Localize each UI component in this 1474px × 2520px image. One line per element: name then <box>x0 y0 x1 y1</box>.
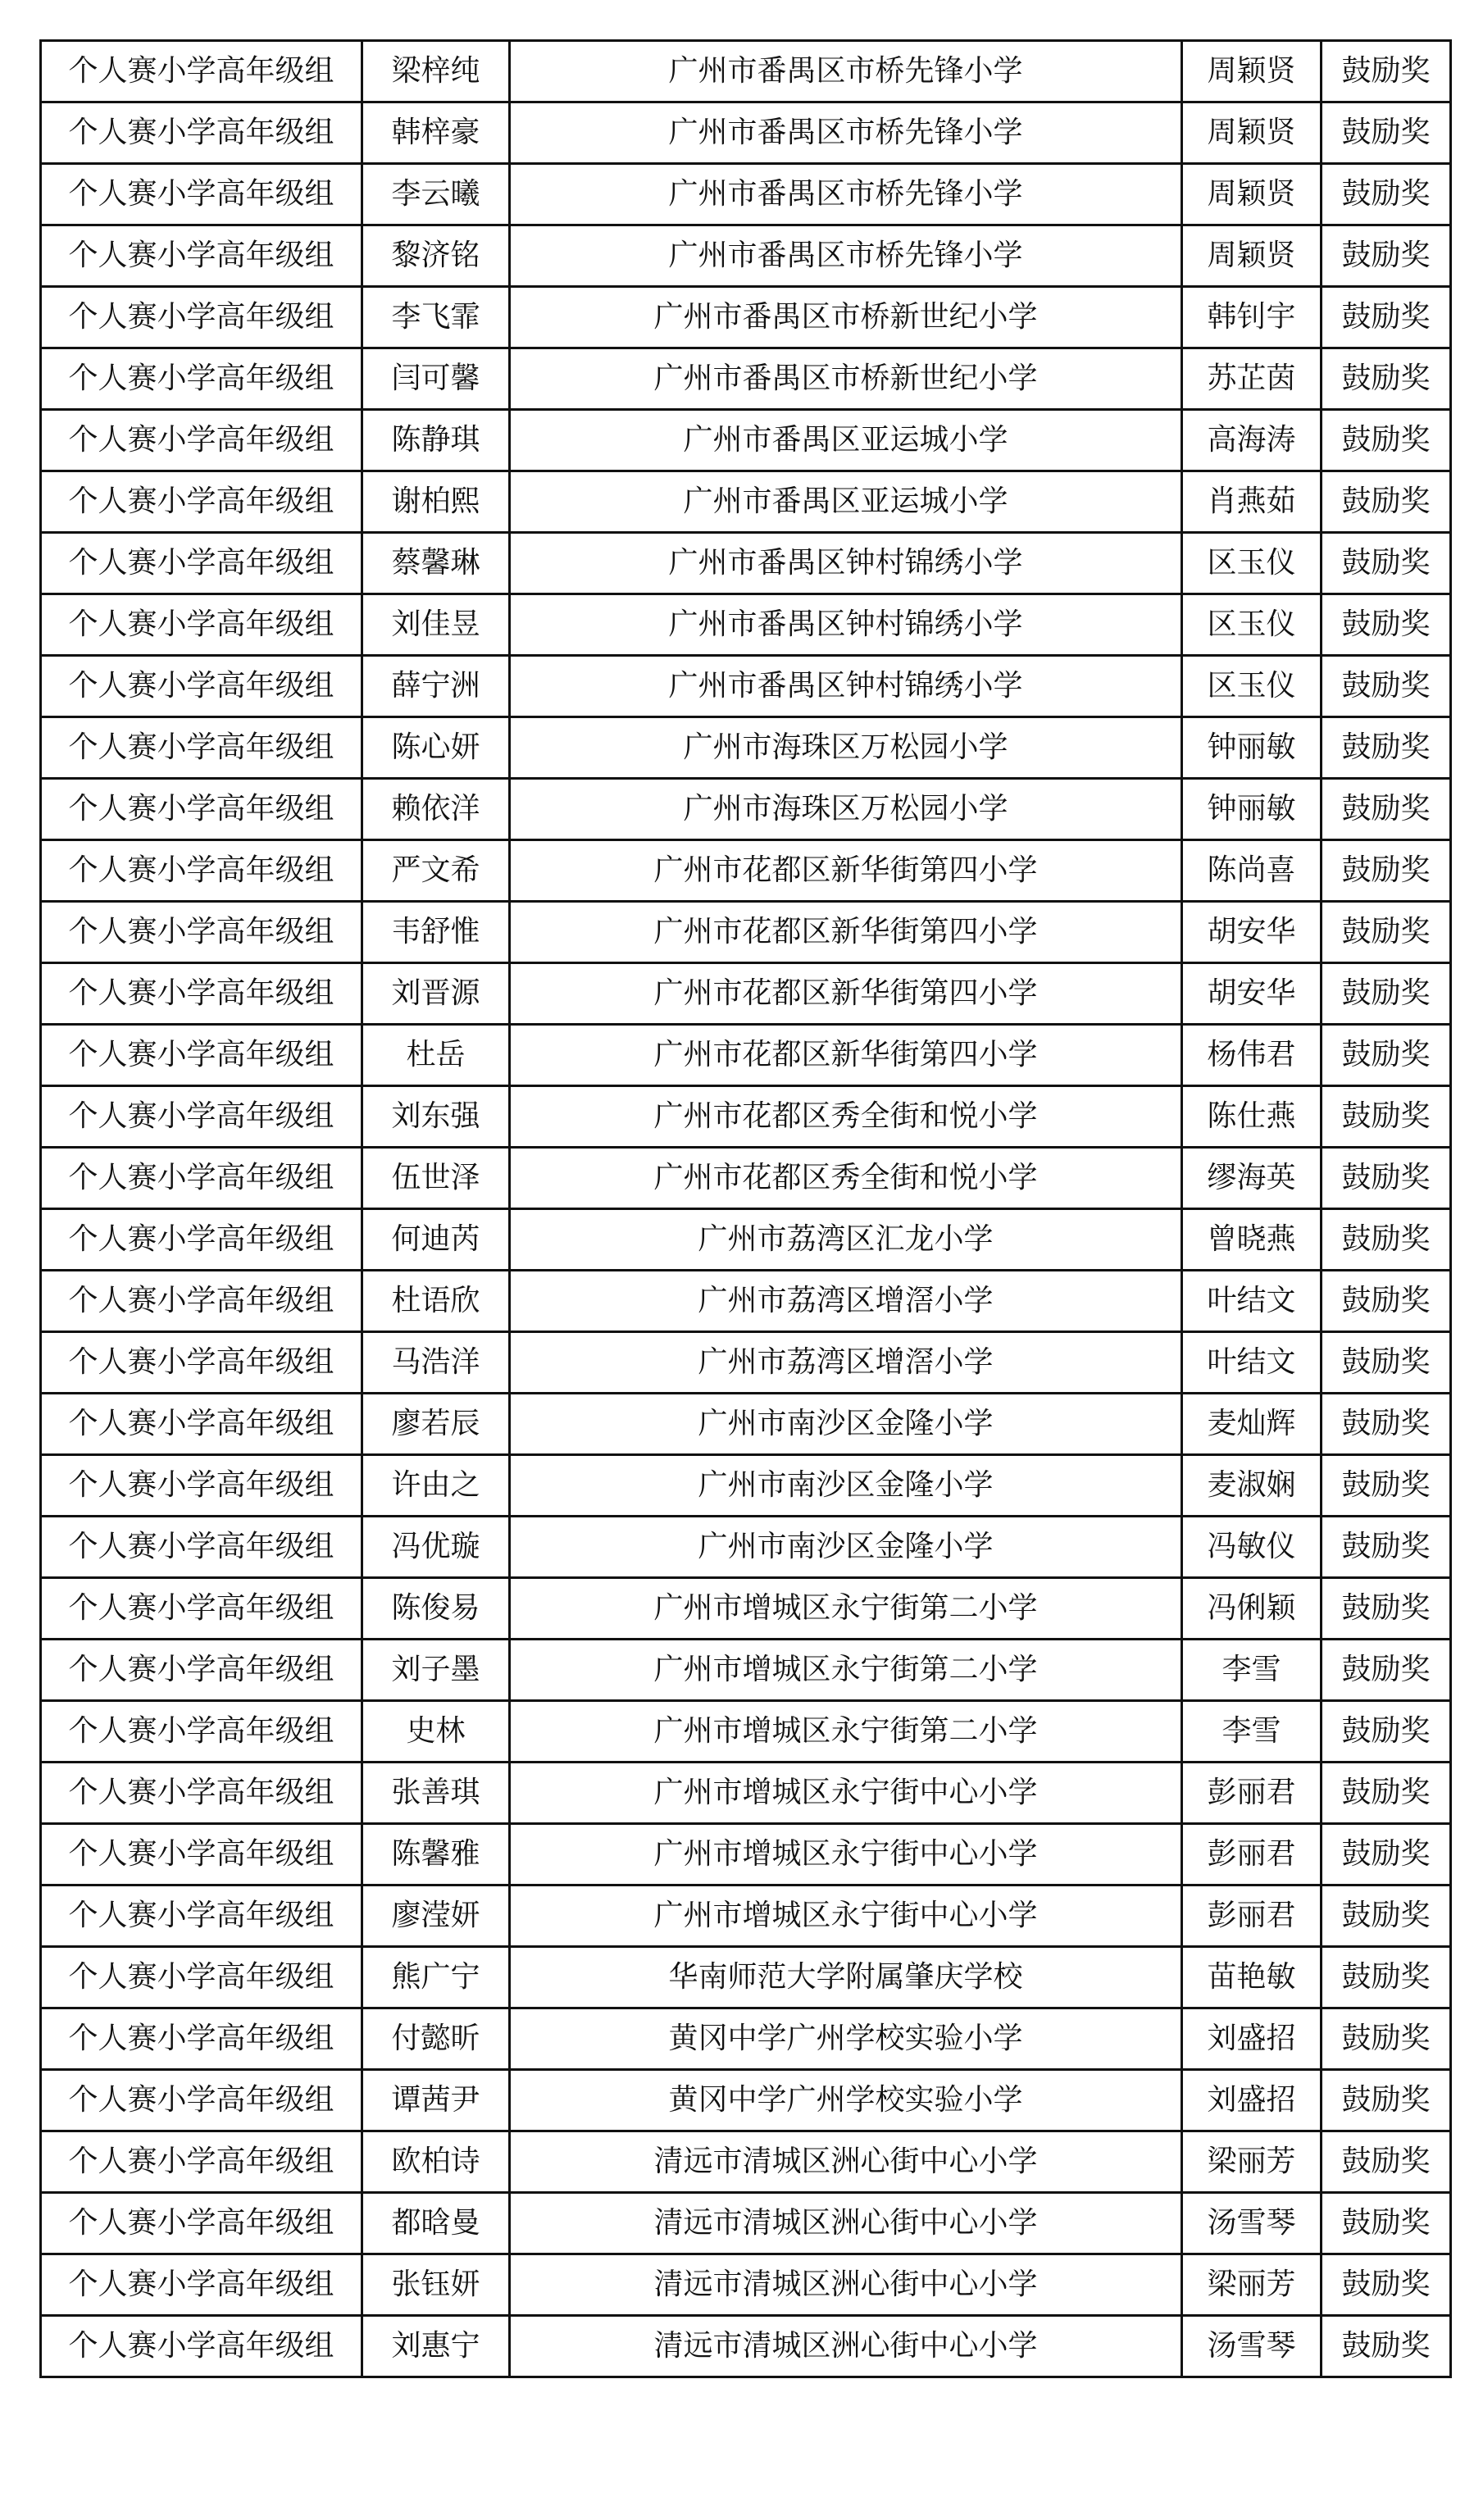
table-row <box>41 41 1451 102</box>
teacher-cell: 肖燕茹 <box>1182 471 1322 533</box>
group-cell: 个人赛小学高年级组 <box>41 1885 362 1947</box>
award-cell: 鼓励奖 <box>1322 2193 1451 2254</box>
teacher-cell: 韩钊宇 <box>1182 287 1322 348</box>
student-name-cell: 欧柏诗 <box>362 2131 510 2193</box>
award-table-body <box>41 41 1451 2377</box>
teacher-cell: 周颖贤 <box>1182 102 1322 164</box>
student-name-cell: 熊广宁 <box>362 1947 510 2008</box>
teacher-cell: 胡安华 <box>1182 963 1322 1025</box>
student-name-cell: 谢柏熙 <box>362 471 510 533</box>
group-cell: 个人赛小学高年级组 <box>41 963 362 1025</box>
teacher-cell: 缪海英 <box>1182 1148 1322 1209</box>
student-name-cell: 蔡馨琳 <box>362 533 510 594</box>
table-row <box>41 2008 1451 2070</box>
award-cell: 鼓励奖 <box>1322 656 1451 717</box>
school-cell: 清远市清城区洲心街中心小学 <box>510 2254 1182 2316</box>
school-cell: 广州市花都区新华街第四小学 <box>510 902 1182 963</box>
award-cell: 鼓励奖 <box>1322 779 1451 840</box>
student-name-cell: 杜语欣 <box>362 1271 510 1332</box>
award-cell: 鼓励奖 <box>1322 287 1451 348</box>
school-cell: 广州市海珠区万松园小学 <box>510 779 1182 840</box>
award-cell: 鼓励奖 <box>1322 2008 1451 2070</box>
group-cell: 个人赛小学高年级组 <box>41 1640 362 1701</box>
group-cell: 个人赛小学高年级组 <box>41 594 362 656</box>
award-cell: 鼓励奖 <box>1322 2254 1451 2316</box>
school-cell: 广州市番禺区亚运城小学 <box>510 410 1182 471</box>
group-cell: 个人赛小学高年级组 <box>41 1763 362 1824</box>
student-name-cell: 薛宁洲 <box>362 656 510 717</box>
school-cell: 广州市花都区秀全街和悦小学 <box>510 1148 1182 1209</box>
award-cell: 鼓励奖 <box>1322 1701 1451 1763</box>
school-cell: 广州市番禺区钟村锦绣小学 <box>510 594 1182 656</box>
teacher-cell: 汤雪琴 <box>1182 2316 1322 2377</box>
school-cell: 华南师范大学附属肇庆学校 <box>510 1947 1182 2008</box>
award-cell: 鼓励奖 <box>1322 1885 1451 1947</box>
award-cell: 鼓励奖 <box>1322 471 1451 533</box>
teacher-cell: 彭丽君 <box>1182 1763 1322 1824</box>
student-name-cell: 李飞霏 <box>362 287 510 348</box>
student-name-cell: 陈馨雅 <box>362 1824 510 1885</box>
group-cell: 个人赛小学高年级组 <box>41 348 362 410</box>
student-name-cell: 伍世泽 <box>362 1148 510 1209</box>
award-cell: 鼓励奖 <box>1322 1332 1451 1394</box>
group-cell: 个人赛小学高年级组 <box>41 1086 362 1148</box>
school-cell: 广州市增城区永宁街中心小学 <box>510 1763 1182 1824</box>
table-row <box>41 656 1451 717</box>
teacher-cell: 彭丽君 <box>1182 1885 1322 1947</box>
student-name-cell: 杜岳 <box>362 1025 510 1086</box>
table-row <box>41 1148 1451 1209</box>
teacher-cell: 钟丽敏 <box>1182 779 1322 840</box>
award-list-sheet <box>39 39 1449 2378</box>
table-row <box>41 1394 1451 1455</box>
teacher-cell: 李雪 <box>1182 1701 1322 1763</box>
teacher-cell: 苗艳敏 <box>1182 1947 1322 2008</box>
teacher-cell: 周颖贤 <box>1182 164 1322 225</box>
teacher-cell: 陈尚喜 <box>1182 840 1322 902</box>
school-cell: 广州市番禺区市桥先锋小学 <box>510 102 1182 164</box>
school-cell: 广州市番禺区市桥先锋小学 <box>510 41 1182 102</box>
student-name-cell: 冯优璇 <box>362 1517 510 1578</box>
group-cell: 个人赛小学高年级组 <box>41 1209 362 1271</box>
group-cell: 个人赛小学高年级组 <box>41 2070 362 2131</box>
student-name-cell: 黎济铭 <box>362 225 510 287</box>
table-row <box>41 225 1451 287</box>
teacher-cell: 区玉仪 <box>1182 533 1322 594</box>
teacher-cell: 李雪 <box>1182 1640 1322 1701</box>
table-row <box>41 2193 1451 2254</box>
group-cell: 个人赛小学高年级组 <box>41 1332 362 1394</box>
table-row <box>41 717 1451 779</box>
award-cell: 鼓励奖 <box>1322 225 1451 287</box>
teacher-cell: 叶结文 <box>1182 1332 1322 1394</box>
school-cell: 广州市番禺区市桥新世纪小学 <box>510 348 1182 410</box>
group-cell: 个人赛小学高年级组 <box>41 1578 362 1640</box>
group-cell: 个人赛小学高年级组 <box>41 533 362 594</box>
teacher-cell: 刘盛招 <box>1182 2070 1322 2131</box>
award-cell: 鼓励奖 <box>1322 1517 1451 1578</box>
award-cell: 鼓励奖 <box>1322 1394 1451 1455</box>
school-cell: 广州市海珠区万松园小学 <box>510 717 1182 779</box>
group-cell: 个人赛小学高年级组 <box>41 1824 362 1885</box>
school-cell: 广州市南沙区金隆小学 <box>510 1455 1182 1517</box>
student-name-cell: 马浩洋 <box>362 1332 510 1394</box>
table-row <box>41 840 1451 902</box>
group-cell: 个人赛小学高年级组 <box>41 902 362 963</box>
group-cell: 个人赛小学高年级组 <box>41 1025 362 1086</box>
award-cell: 鼓励奖 <box>1322 1148 1451 1209</box>
table-row <box>41 471 1451 533</box>
student-name-cell: 付懿昕 <box>362 2008 510 2070</box>
table-row <box>41 1885 1451 1947</box>
school-cell: 广州市增城区永宁街第二小学 <box>510 1640 1182 1701</box>
teacher-cell: 胡安华 <box>1182 902 1322 963</box>
school-cell: 广州市番禺区钟村锦绣小学 <box>510 533 1182 594</box>
teacher-cell: 梁丽芳 <box>1182 2254 1322 2316</box>
school-cell: 广州市南沙区金隆小学 <box>510 1394 1182 1455</box>
teacher-cell: 汤雪琴 <box>1182 2193 1322 2254</box>
group-cell: 个人赛小学高年级组 <box>41 1271 362 1332</box>
student-name-cell: 都晗曼 <box>362 2193 510 2254</box>
school-cell: 广州市番禺区亚运城小学 <box>510 471 1182 533</box>
school-cell: 广州市荔湾区增滘小学 <box>510 1271 1182 1332</box>
table-row <box>41 1517 1451 1578</box>
award-cell: 鼓励奖 <box>1322 102 1451 164</box>
student-name-cell: 严文希 <box>362 840 510 902</box>
teacher-cell: 区玉仪 <box>1182 594 1322 656</box>
group-cell: 个人赛小学高年级组 <box>41 2131 362 2193</box>
award-cell: 鼓励奖 <box>1322 717 1451 779</box>
group-cell: 个人赛小学高年级组 <box>41 656 362 717</box>
table-row <box>41 1701 1451 1763</box>
school-cell: 广州市南沙区金隆小学 <box>510 1517 1182 1578</box>
student-name-cell: 许由之 <box>362 1455 510 1517</box>
student-name-cell: 赖依洋 <box>362 779 510 840</box>
teacher-cell: 苏芷茵 <box>1182 348 1322 410</box>
group-cell: 个人赛小学高年级组 <box>41 2193 362 2254</box>
school-cell: 广州市番禺区钟村锦绣小学 <box>510 656 1182 717</box>
award-cell: 鼓励奖 <box>1322 2070 1451 2131</box>
table-row <box>41 594 1451 656</box>
award-cell: 鼓励奖 <box>1322 1578 1451 1640</box>
student-name-cell: 廖滢妍 <box>362 1885 510 1947</box>
table-row <box>41 2070 1451 2131</box>
teacher-cell: 刘盛招 <box>1182 2008 1322 2070</box>
table-row <box>41 1025 1451 1086</box>
table-row <box>41 287 1451 348</box>
award-cell: 鼓励奖 <box>1322 2131 1451 2193</box>
school-cell: 广州市花都区秀全街和悦小学 <box>510 1086 1182 1148</box>
group-cell: 个人赛小学高年级组 <box>41 779 362 840</box>
school-cell: 清远市清城区洲心街中心小学 <box>510 2316 1182 2377</box>
student-name-cell: 李云曦 <box>362 164 510 225</box>
group-cell: 个人赛小学高年级组 <box>41 471 362 533</box>
table-row <box>41 2131 1451 2193</box>
teacher-cell: 麦灿辉 <box>1182 1394 1322 1455</box>
table-row <box>41 1332 1451 1394</box>
school-cell: 广州市花都区新华街第四小学 <box>510 840 1182 902</box>
group-cell: 个人赛小学高年级组 <box>41 1394 362 1455</box>
award-table <box>39 39 1452 2378</box>
school-cell: 广州市增城区永宁街中心小学 <box>510 1824 1182 1885</box>
group-cell: 个人赛小学高年级组 <box>41 1947 362 2008</box>
award-cell: 鼓励奖 <box>1322 533 1451 594</box>
table-row <box>41 1763 1451 1824</box>
teacher-cell: 彭丽君 <box>1182 1824 1322 1885</box>
award-cell: 鼓励奖 <box>1322 1455 1451 1517</box>
teacher-cell: 区玉仪 <box>1182 656 1322 717</box>
table-row <box>41 779 1451 840</box>
student-name-cell: 刘佳昱 <box>362 594 510 656</box>
group-cell: 个人赛小学高年级组 <box>41 1148 362 1209</box>
student-name-cell: 谭茜尹 <box>362 2070 510 2131</box>
student-name-cell: 何迪芮 <box>362 1209 510 1271</box>
teacher-cell: 梁丽芳 <box>1182 2131 1322 2193</box>
school-cell: 广州市增城区永宁街第二小学 <box>510 1701 1182 1763</box>
table-row <box>41 1824 1451 1885</box>
award-cell: 鼓励奖 <box>1322 594 1451 656</box>
student-name-cell: 梁梓纯 <box>362 41 510 102</box>
group-cell: 个人赛小学高年级组 <box>41 1701 362 1763</box>
award-cell: 鼓励奖 <box>1322 41 1451 102</box>
school-cell: 广州市花都区新华街第四小学 <box>510 963 1182 1025</box>
school-cell: 清远市清城区洲心街中心小学 <box>510 2193 1182 2254</box>
award-cell: 鼓励奖 <box>1322 1209 1451 1271</box>
group-cell: 个人赛小学高年级组 <box>41 2008 362 2070</box>
school-cell: 广州市增城区永宁街第二小学 <box>510 1578 1182 1640</box>
group-cell: 个人赛小学高年级组 <box>41 164 362 225</box>
school-cell: 广州市番禺区市桥新世纪小学 <box>510 287 1182 348</box>
table-row <box>41 2316 1451 2377</box>
school-cell: 广州市番禺区市桥先锋小学 <box>510 225 1182 287</box>
table-row <box>41 1947 1451 2008</box>
student-name-cell: 张钰妍 <box>362 2254 510 2316</box>
school-cell: 广州市增城区永宁街中心小学 <box>510 1885 1182 1947</box>
school-cell: 广州市荔湾区增滘小学 <box>510 1332 1182 1394</box>
award-cell: 鼓励奖 <box>1322 1025 1451 1086</box>
student-name-cell: 闫可馨 <box>362 348 510 410</box>
table-row <box>41 533 1451 594</box>
teacher-cell: 叶结文 <box>1182 1271 1322 1332</box>
table-row <box>41 1209 1451 1271</box>
table-row <box>41 2254 1451 2316</box>
table-row <box>41 410 1451 471</box>
award-cell: 鼓励奖 <box>1322 2316 1451 2377</box>
school-cell: 广州市荔湾区汇龙小学 <box>510 1209 1182 1271</box>
group-cell: 个人赛小学高年级组 <box>41 102 362 164</box>
student-name-cell: 刘晋源 <box>362 963 510 1025</box>
school-cell: 广州市花都区新华街第四小学 <box>510 1025 1182 1086</box>
award-cell: 鼓励奖 <box>1322 1824 1451 1885</box>
student-name-cell: 张善琪 <box>362 1763 510 1824</box>
teacher-cell: 冯俐颖 <box>1182 1578 1322 1640</box>
teacher-cell: 高海涛 <box>1182 410 1322 471</box>
award-cell: 鼓励奖 <box>1322 348 1451 410</box>
table-row <box>41 1086 1451 1148</box>
teacher-cell: 周颖贤 <box>1182 225 1322 287</box>
school-cell: 黄冈中学广州学校实验小学 <box>510 2008 1182 2070</box>
teacher-cell: 杨伟君 <box>1182 1025 1322 1086</box>
teacher-cell: 冯敏仪 <box>1182 1517 1322 1578</box>
award-cell: 鼓励奖 <box>1322 1947 1451 2008</box>
school-cell: 清远市清城区洲心街中心小学 <box>510 2131 1182 2193</box>
award-cell: 鼓励奖 <box>1322 1086 1451 1148</box>
table-row <box>41 102 1451 164</box>
table-row <box>41 348 1451 410</box>
teacher-cell: 周颖贤 <box>1182 41 1322 102</box>
group-cell: 个人赛小学高年级组 <box>41 1517 362 1578</box>
table-row <box>41 1578 1451 1640</box>
award-cell: 鼓励奖 <box>1322 410 1451 471</box>
school-cell: 黄冈中学广州学校实验小学 <box>510 2070 1182 2131</box>
group-cell: 个人赛小学高年级组 <box>41 2254 362 2316</box>
award-cell: 鼓励奖 <box>1322 1271 1451 1332</box>
table-row <box>41 164 1451 225</box>
school-cell: 广州市番禺区市桥先锋小学 <box>510 164 1182 225</box>
teacher-cell: 麦淑娴 <box>1182 1455 1322 1517</box>
student-name-cell: 陈心妍 <box>362 717 510 779</box>
award-cell: 鼓励奖 <box>1322 1640 1451 1701</box>
student-name-cell: 史林 <box>362 1701 510 1763</box>
student-name-cell: 陈俊易 <box>362 1578 510 1640</box>
student-name-cell: 陈静琪 <box>362 410 510 471</box>
award-cell: 鼓励奖 <box>1322 840 1451 902</box>
award-cell: 鼓励奖 <box>1322 902 1451 963</box>
group-cell: 个人赛小学高年级组 <box>41 225 362 287</box>
group-cell: 个人赛小学高年级组 <box>41 2316 362 2377</box>
group-cell: 个人赛小学高年级组 <box>41 287 362 348</box>
award-cell: 鼓励奖 <box>1322 1763 1451 1824</box>
award-cell: 鼓励奖 <box>1322 164 1451 225</box>
table-row <box>41 902 1451 963</box>
teacher-cell: 陈仕燕 <box>1182 1086 1322 1148</box>
group-cell: 个人赛小学高年级组 <box>41 717 362 779</box>
group-cell: 个人赛小学高年级组 <box>41 840 362 902</box>
award-cell: 鼓励奖 <box>1322 963 1451 1025</box>
student-name-cell: 刘子墨 <box>362 1640 510 1701</box>
group-cell: 个人赛小学高年级组 <box>41 1455 362 1517</box>
table-row <box>41 963 1451 1025</box>
student-name-cell: 廖若辰 <box>362 1394 510 1455</box>
group-cell: 个人赛小学高年级组 <box>41 41 362 102</box>
student-name-cell: 刘惠宁 <box>362 2316 510 2377</box>
group-cell: 个人赛小学高年级组 <box>41 410 362 471</box>
table-row <box>41 1640 1451 1701</box>
student-name-cell: 刘东强 <box>362 1086 510 1148</box>
teacher-cell: 曾晓燕 <box>1182 1209 1322 1271</box>
teacher-cell: 钟丽敏 <box>1182 717 1322 779</box>
table-row <box>41 1455 1451 1517</box>
table-row <box>41 1271 1451 1332</box>
student-name-cell: 韩梓豪 <box>362 102 510 164</box>
student-name-cell: 韦舒惟 <box>362 902 510 963</box>
